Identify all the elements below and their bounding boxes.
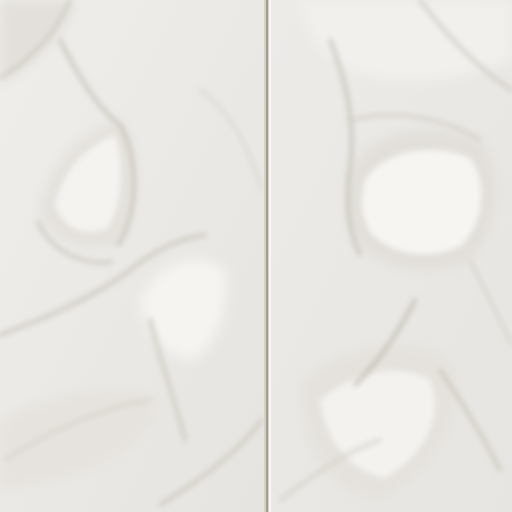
panel-seam-highlight	[269, 0, 271, 512]
panel-seam	[266, 0, 268, 512]
right-lens-highlight	[362, 150, 481, 254]
